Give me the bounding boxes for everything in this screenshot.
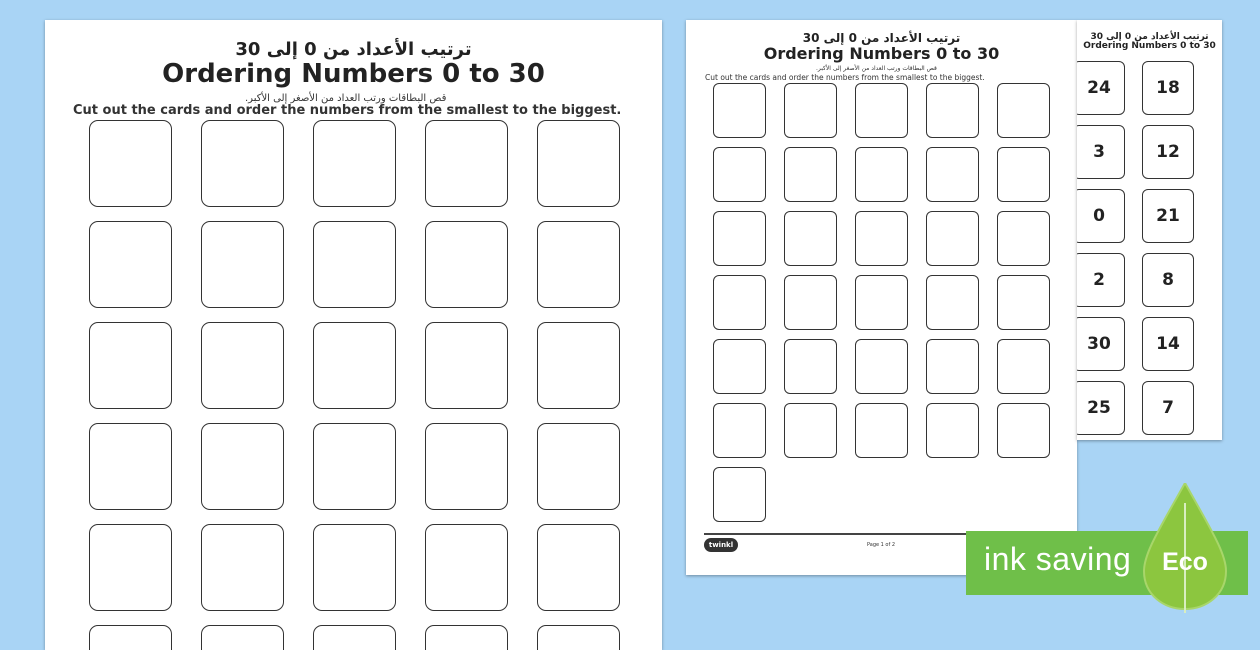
blank-card <box>784 275 837 330</box>
blank-card <box>425 423 508 510</box>
blank-card <box>425 625 508 650</box>
blank-card <box>713 83 766 138</box>
page-title-preview: Ordering Numbers 0 to 30 <box>763 44 1000 63</box>
blank-card <box>313 120 396 207</box>
ink-saving-label: ink saving <box>984 541 1132 577</box>
blank-card <box>997 339 1050 394</box>
number-card: 0 <box>1077 189 1125 243</box>
arabic-instruction-preview: قص البطاقات ورتب العداد من الأصغر إلى الأكبر. <box>816 65 937 72</box>
blank-card <box>537 625 620 650</box>
number-card: 2 <box>1077 253 1125 307</box>
page-title: Ordering Numbers 0 to 30 <box>162 59 545 89</box>
eco-leaf-icon <box>1140 483 1230 613</box>
blank-card <box>89 524 172 611</box>
twinkl-logo <box>704 538 738 552</box>
blank-card <box>537 423 620 510</box>
blank-card <box>201 524 284 611</box>
page-title-back: Ordering Numbers 0 to 30 <box>1083 41 1216 51</box>
blank-card <box>313 221 396 308</box>
blank-card <box>313 524 396 611</box>
blank-card <box>425 322 508 409</box>
number-card: 12 <box>1142 125 1194 179</box>
blank-card <box>713 403 766 458</box>
arabic-title: ترتيب الأعداد من 0 إلى 30 <box>235 39 472 60</box>
blank-card <box>713 467 766 522</box>
blank-card <box>855 403 908 458</box>
blank-card <box>997 83 1050 138</box>
blank-card <box>855 275 908 330</box>
blank-card <box>997 211 1050 266</box>
blank-card <box>713 147 766 202</box>
arabic-title-back: ترتيب الأعداد من 0 إلى 30 <box>1090 32 1209 42</box>
instruction-text: Cut out the cards and order the numbers from the smallest to the biggest. <box>73 103 622 118</box>
blank-card <box>201 120 284 207</box>
number-card: 18 <box>1142 61 1194 115</box>
number-card: 21 <box>1142 189 1194 243</box>
blank-card <box>313 625 396 650</box>
number-card: 30 <box>1077 317 1125 371</box>
blank-card <box>713 211 766 266</box>
number-card: 8 <box>1142 253 1194 307</box>
blank-card <box>713 339 766 394</box>
blank-card <box>926 403 979 458</box>
blank-card <box>713 275 766 330</box>
blank-card <box>537 322 620 409</box>
number-card: 25 <box>1077 381 1125 435</box>
blank-card <box>201 423 284 510</box>
worksheet-number-cards <box>1077 20 1222 440</box>
page-number: Page 1 of 2 <box>866 542 896 548</box>
blank-card <box>926 211 979 266</box>
blank-card <box>926 83 979 138</box>
blank-card <box>997 275 1050 330</box>
blank-card <box>997 403 1050 458</box>
blank-card <box>855 147 908 202</box>
blank-card <box>201 625 284 650</box>
blank-card <box>784 339 837 394</box>
blank-card <box>89 423 172 510</box>
logo-text: twinkl <box>708 541 734 549</box>
blank-card <box>537 120 620 207</box>
blank-card <box>855 339 908 394</box>
number-card: 14 <box>1142 317 1194 371</box>
blank-card <box>201 322 284 409</box>
blank-card <box>425 120 508 207</box>
instruction-preview: Cut out the cards and order the numbers from the smallest to the biggest. <box>705 73 985 82</box>
blank-card <box>926 147 979 202</box>
blank-card <box>313 423 396 510</box>
eco-label: Eco <box>1162 548 1208 576</box>
blank-card <box>784 211 837 266</box>
blank-card <box>997 147 1050 202</box>
blank-card <box>89 322 172 409</box>
blank-card <box>89 625 172 650</box>
blank-card <box>537 524 620 611</box>
blank-card <box>784 403 837 458</box>
blank-card <box>784 83 837 138</box>
blank-card <box>89 120 172 207</box>
blank-card <box>425 221 508 308</box>
blank-card <box>313 322 396 409</box>
blank-card <box>537 221 620 308</box>
blank-card <box>926 275 979 330</box>
blank-card <box>926 339 979 394</box>
worksheet-main <box>45 20 662 650</box>
blank-card <box>855 83 908 138</box>
number-card: 3 <box>1077 125 1125 179</box>
number-card: 7 <box>1142 381 1194 435</box>
worksheet-preview <box>686 20 1077 575</box>
blank-card <box>784 147 837 202</box>
arabic-instruction: قص البطاقات ورتب العداد من الأصغر إلى الأكبر. <box>245 93 447 104</box>
arabic-title-preview: ترتيب الأعداد من 0 إلى 30 <box>802 31 961 45</box>
blank-card <box>201 221 284 308</box>
number-card: 24 <box>1077 61 1125 115</box>
blank-card <box>855 211 908 266</box>
blank-card <box>89 221 172 308</box>
blank-card <box>425 524 508 611</box>
